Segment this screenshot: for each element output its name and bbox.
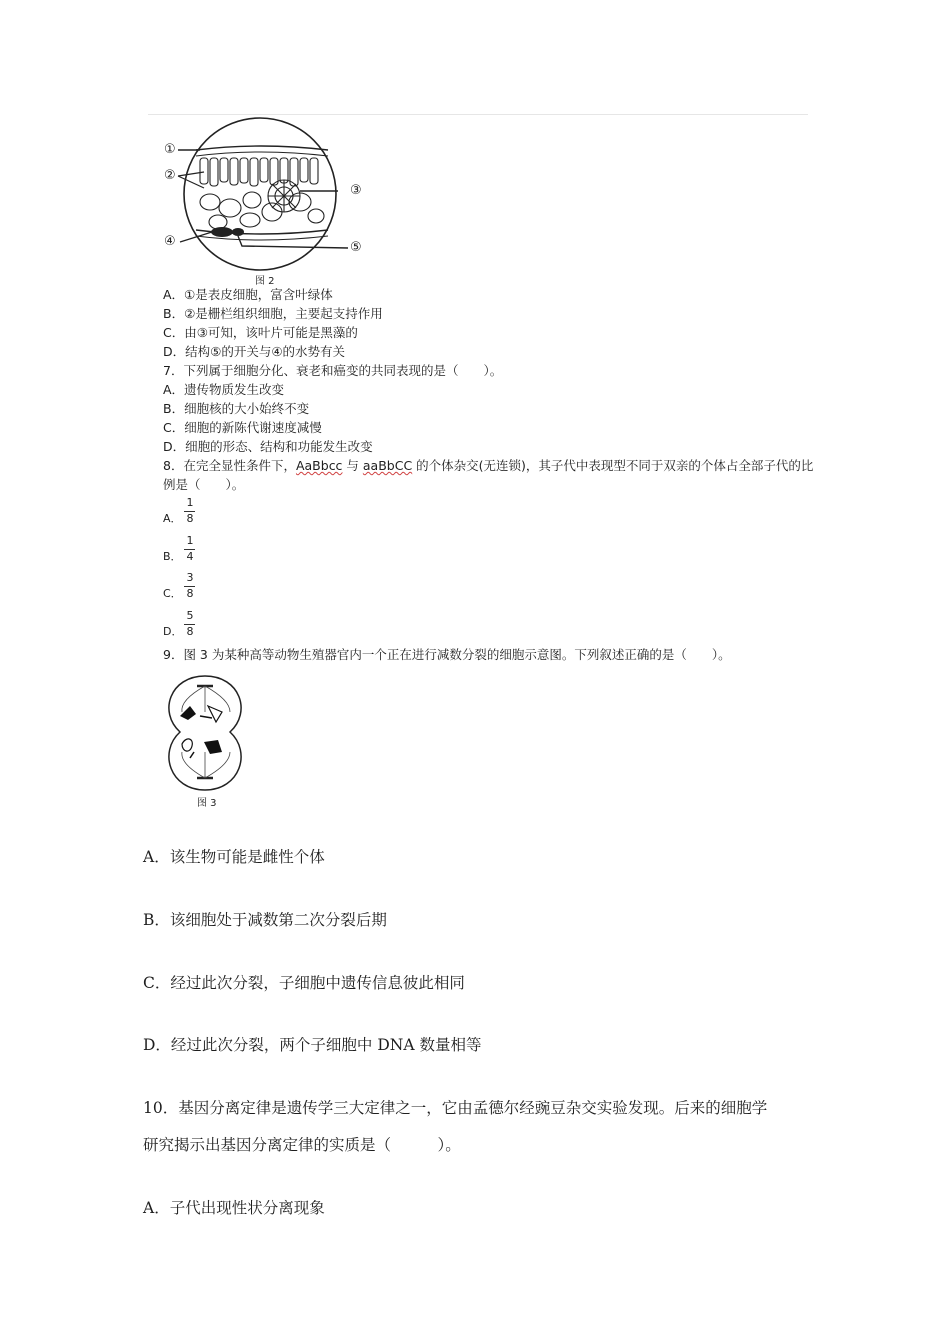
q10-option-a: A．子代出现性状分离现象 [143, 1199, 325, 1217]
q6-option-b: B．②是栅栏组织细胞，主要起支持作用 [163, 306, 383, 321]
q8-genotype-1: AaBbcc [295, 458, 343, 473]
q8-stem: 8．在完全显性条件下，AaBbcc 与 aaBbCC 的个体杂交(无连锁)，其子代中表现型不同于双亲的个体占全部子代的比 [163, 458, 814, 473]
figure-3-meiosis-cell [160, 672, 250, 797]
q7-stem: 7．下列属于细胞分化、衰老和癌变的共同表现的是（ ）。 [163, 363, 503, 378]
q6-option-c: C．由③可知，该叶片可能是黑藻的 [163, 325, 358, 340]
q9-option-c: C．经过此次分裂，子细胞中遗传信息彼此相同 [143, 974, 465, 992]
q7-option-d: D．细胞的形态、结构和功能发生改变 [163, 439, 373, 454]
figure-2-label-2: ② [164, 168, 176, 183]
q7-option-c: C．细胞的新陈代谢速度减慢 [163, 420, 322, 435]
q9-stem: 9．图 3 为某种高等动物生殖器官内一个正在进行减数分裂的细胞示意图。下列叙述正确的是（ ）。 [163, 647, 731, 662]
q8-stem-line2: 例是（ ）。 [163, 477, 245, 492]
figure-2-caption: 图 2 [255, 276, 275, 287]
figure-2-label-1: ① [164, 142, 176, 157]
figure-2-label-5: ⑤ [350, 240, 362, 255]
q6-option-d: D．结构⑤的开关与④的水势有关 [163, 344, 346, 359]
q9-option-a: A．该生物可能是雌性个体 [143, 848, 325, 866]
header-rule [148, 114, 808, 115]
q9-option-b: B．该细胞处于减数第二次分裂后期 [143, 911, 387, 929]
q6-option-a: A．①是表皮细胞，富含叶绿体 [163, 287, 333, 302]
q7-option-b: B．细胞核的大小始终不变 [163, 401, 310, 416]
q10-stem-line1: 10．基因分离定律是遗传学三大定律之一，它由孟德尔经豌豆杂交实验发现。后来的细胞学 [143, 1099, 768, 1117]
q7-option-a: A．遗传物质发生改变 [163, 382, 285, 397]
figure-2-leaf-section [160, 116, 375, 276]
q9-option-d: D．经过此次分裂，两个子细胞中 DNA 数量相等 [143, 1036, 482, 1054]
figure-3-caption: 图 3 [197, 798, 217, 809]
q10-stem-line2: 研究揭示出基因分离定律的实质是（ ）。 [143, 1136, 461, 1154]
figure-2-label-4: ④ [164, 234, 176, 249]
q8-genotype-2: aaBbCC [362, 458, 413, 473]
figure-2-label-3: ③ [350, 183, 362, 198]
